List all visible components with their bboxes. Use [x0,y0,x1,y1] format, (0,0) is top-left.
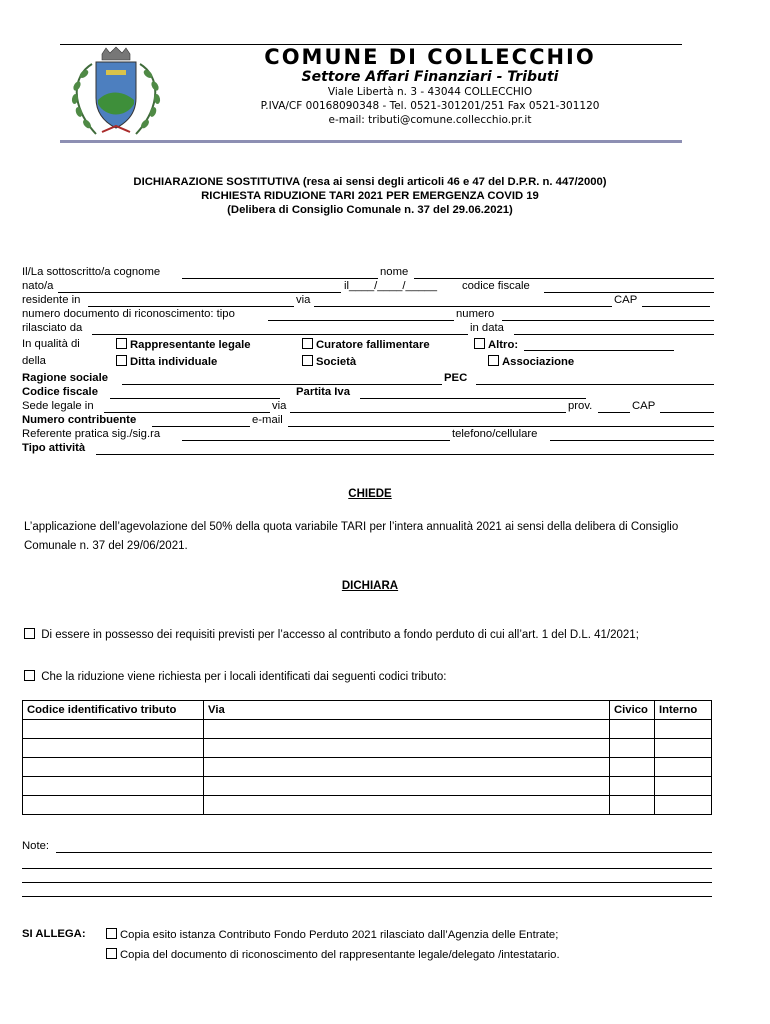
table-row [23,720,712,739]
table-cell[interactable] [204,739,610,758]
label-codice-fiscale-ditta: Codice fiscale [22,386,98,398]
via-field[interactable] [314,306,612,307]
label-si-allega: SI ALLEGA: [22,928,86,940]
col-codice: Codice identificativo tributo [23,701,204,720]
checkbox-icon [24,670,35,681]
label-documento: numero documento di riconoscimento: tipo [22,308,235,320]
col-interno: Interno [655,701,712,720]
table-cell[interactable] [204,758,610,777]
label-cap: CAP [614,294,638,306]
dichiara-item-1-text: Di essere in possesso dei requisiti previsti per l’accesso al contributo a fondo perduto di cui all’art. 1 del D.L. 41/2021; [41,629,639,641]
sede-legale-field[interactable] [104,412,270,413]
label-ragione-sociale: Ragione sociale [22,372,109,384]
option-rappresentante[interactable] [116,338,251,351]
label-prov: prov. [568,400,593,412]
option-curatore[interactable] [302,338,430,351]
note-line-3[interactable] [22,882,712,883]
option-associazione[interactable] [488,355,574,368]
table-cell[interactable] [610,739,655,758]
label-nome: nome [380,266,409,278]
option-curatore-label: Curatore fallimentare [316,339,430,351]
option-ditta[interactable] [116,355,217,368]
label-cap-sede: CAP [632,400,656,412]
cap-field[interactable] [642,306,710,307]
piva-line: P.IVA/CF 00168090348 - Tel. 0521-301201/251 Fax 0521-301120 [260,100,600,112]
label-sede-legale: Sede legale in [22,400,94,412]
label-partita-iva: Partita Iva [296,386,351,398]
label-telefono: telefono/cellulare [452,428,538,440]
doc-title-1: DICHIARAZIONE SOSTITUTIVA (resa ai sensi degli articoli 46 e 47 del D.P.R. n. 447/2000) [133,176,607,188]
dichiara-heading: DICHIARA [341,580,399,592]
table-cell[interactable] [610,720,655,739]
doc-title-2: RICHIESTA RIDUZIONE TARI 2021 PER EMERGENZA COVID 19 [201,190,539,202]
table-row [23,777,712,796]
checkbox-icon [474,338,485,349]
ragione-sociale-field[interactable] [122,384,442,385]
label-email: e-mail [252,414,283,426]
chiede-text: L’applicazione dell’agevolazione del 50% della quota variabile TARI per l’intera annualità 2021 ai sensi della delibera di Consiglio Comunale n. 37 del 29/06/2021. [24,521,679,552]
dichiara-item-1[interactable] [24,628,704,643]
email-line: e-mail: tributi@comune.collecchio.pr.it [328,114,532,126]
label-tipo-attivita: Tipo attività [22,442,86,454]
prov-field[interactable] [598,412,630,413]
label-note: Note: [22,840,50,852]
data-nascita-field[interactable]: il____/____/_____ [344,280,437,292]
table-row [23,739,712,758]
table-header-row [23,701,712,720]
table-cell[interactable] [655,758,712,777]
col-civico: Civico [610,701,655,720]
option-societa-label: Società [316,356,357,368]
pec-field[interactable] [476,384,714,385]
rilasciato-field[interactable] [92,334,468,335]
label-residente: residente in [22,294,81,306]
email-field[interactable] [288,426,714,427]
codice-fiscale-ditta-field[interactable] [110,398,280,399]
label-della: della [22,355,46,367]
label-numero-contribuente: Numero contribuente [22,414,137,426]
option-altro[interactable] [474,338,518,351]
municipal-emblem-icon [62,46,170,142]
header-bottom-rule [60,140,682,143]
table-cell[interactable] [610,758,655,777]
allega-item-2-text: Copia del documento di riconoscimento del rappresentante legale/delegato /intestatario. [120,949,560,961]
checkbox-icon [116,355,127,366]
via-sede-field[interactable] [290,412,566,413]
option-altro-label: Altro: [488,339,519,351]
table-cell[interactable] [23,739,204,758]
numero-documento-field[interactable] [502,320,714,321]
cap-sede-field[interactable] [660,412,714,413]
address-line: Viale Libertà n. 3 - 43044 COLLECCHIO [327,86,533,98]
option-associazione-label: Associazione [502,356,575,368]
table-cell[interactable] [655,777,712,796]
label-rilasciato: rilasciato da [22,322,83,334]
residenza-field[interactable] [88,306,294,307]
table-cell[interactable] [655,739,712,758]
label-pec: PEC [444,372,468,384]
referente-field[interactable] [182,440,450,441]
allega-item-1[interactable] [106,928,558,941]
chiede-heading: CHIEDE [348,488,392,500]
data-rilascio-field[interactable] [514,334,714,335]
col-via: Via [204,701,610,720]
checkbox-icon [106,928,117,939]
option-rappresentante-label: Rappresentante legale [130,339,251,351]
checkbox-icon [116,338,127,349]
luogo-nascita-field[interactable] [58,292,341,293]
table-cell[interactable] [23,720,204,739]
table-cell[interactable] [204,720,610,739]
cognome-field[interactable] [182,278,378,279]
label-via-sede: via [272,400,287,412]
table-cell[interactable] [610,777,655,796]
numero-contribuente-field[interactable] [152,426,250,427]
settore-subtitle: Settore Affari Finanziari - Tributi [301,69,559,85]
note-line-2[interactable] [22,868,712,869]
table-cell[interactable] [610,796,655,815]
table-cell[interactable] [204,796,610,815]
table-cell[interactable] [23,777,204,796]
allega-item-2[interactable] [106,948,560,961]
tipo-documento-field[interactable] [268,320,454,321]
altro-field[interactable] [524,350,674,351]
checkbox-icon [488,355,499,366]
note-line-1[interactable] [56,852,712,853]
checkbox-icon [24,628,35,639]
dichiara-item-2[interactable] [24,670,714,685]
label-via: via [296,294,311,306]
label-numero: numero [456,308,495,320]
nome-field[interactable] [414,278,714,279]
label-nato: nato/a [22,280,54,292]
comune-title: COMUNE DI COLLECCHIO [264,45,596,69]
table-cell[interactable] [655,796,712,815]
table-row [23,758,712,777]
telefono-field[interactable] [550,440,714,441]
table-cell[interactable] [204,777,610,796]
dichiara-item-2-text: Che la riduzione viene richiesta per i locali identificati dai seguenti codici tributo: [41,671,447,683]
label-cognome: Il/La sottoscritto/a cognome [22,266,161,278]
codici-tributo-table [22,700,712,815]
allega-item-1-text: Copia esito istanza Contributo Fondo Perduto 2021 rilasciato dall’Agenzia delle Entrate; [120,929,559,941]
note-line-4[interactable] [22,896,712,897]
checkbox-icon [302,338,313,349]
label-referente: Referente pratica sig./sig.ra [22,428,161,440]
option-societa[interactable] [302,355,356,368]
checkbox-icon [106,948,117,959]
table-cell[interactable] [23,758,204,777]
doc-title-3: (Delibera di Consiglio Comunale n. 37 del 29.06.2021) [227,204,513,216]
checkbox-icon [302,355,313,366]
partita-iva-field[interactable] [360,398,586,399]
label-in-data: in data [470,322,504,334]
table-cell[interactable] [655,720,712,739]
option-ditta-label: Ditta individuale [130,356,218,368]
table-row [23,796,712,815]
tipo-attivita-field[interactable] [96,454,714,455]
label-codice-fiscale: codice fiscale [462,280,530,292]
codice-fiscale-field[interactable] [544,292,714,293]
label-in-qualita: In qualità di [22,338,80,350]
table-cell[interactable] [23,796,204,815]
